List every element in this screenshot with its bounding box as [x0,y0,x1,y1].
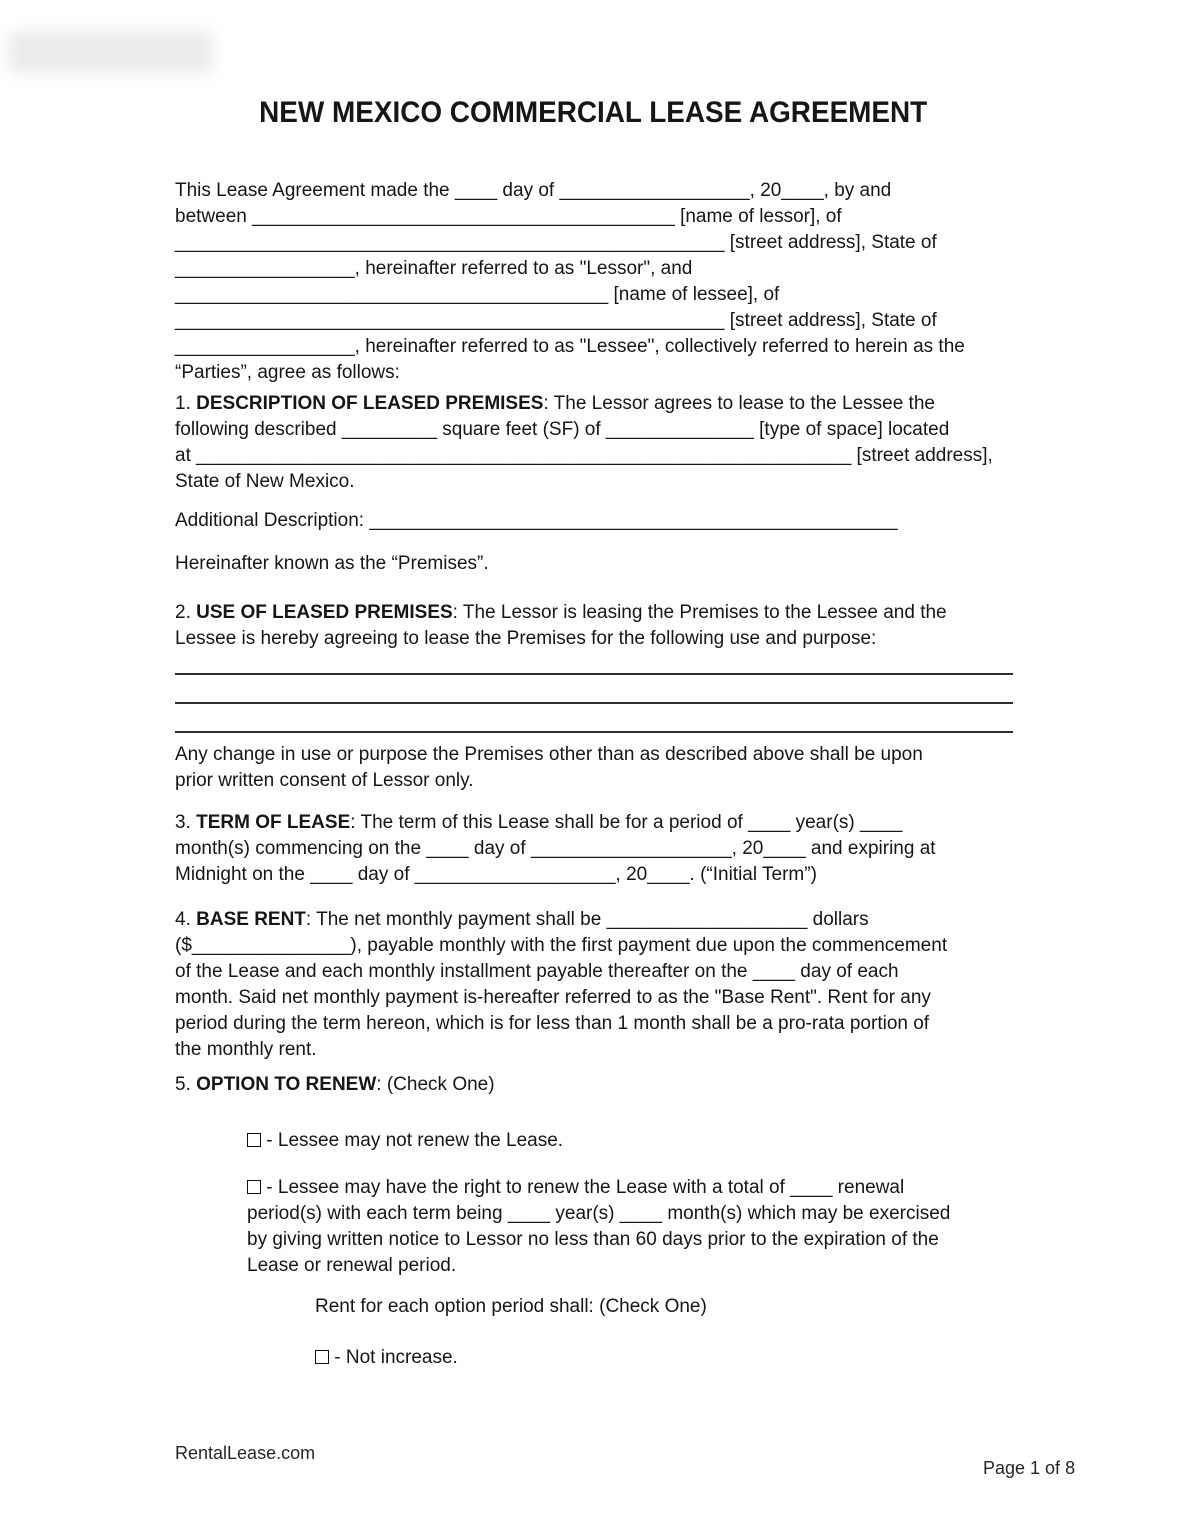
use-change [175,742,923,794]
premises-known [175,551,489,577]
text-line [175,836,936,862]
text-run: ____________________________________________________ [street address], State of [175,232,937,253]
footer-site-name: RentalLease.com [175,1443,316,1463]
text-line [175,551,489,577]
text-run: : The Lessor agrees to lease to the Lessee the [543,393,935,414]
text-line [175,417,993,443]
text-line [175,230,965,256]
checkbox-icon[interactable] [247,1180,261,1194]
text-run: : The term of this Lease shall be for a period of ____ year(s) ____ [350,812,903,833]
text-line [175,768,923,794]
text-run: Rent for each option period shall: (Check One) [315,1296,707,1317]
text-run: _________________, hereinafter referred to as "Lessee", collectively referred to herein as the [175,336,965,357]
document-title [0,96,1187,130]
section-heading: TERM OF LEASE [196,812,351,833]
text-run: “Parties”, agree as follows: [175,362,400,383]
sec1-description [175,391,993,495]
text-run: 1. [175,393,197,414]
text-run: period during the term hereon, which is for less than 1 month shall be a pro-rata portion of [175,1013,930,1034]
text-line [175,1072,495,1098]
text-line [175,391,993,417]
text-line [175,862,936,888]
text-line [175,282,965,308]
section-heading: BASE RENT [196,909,306,930]
text-line [315,1294,707,1320]
sec2-use [175,600,947,652]
text-line [175,1037,947,1063]
option-no-renew [247,1128,563,1154]
text-run: Additional Description: __________________________________________________ [175,510,898,531]
text-run: month(s) commencing on the ____ day of ___________________, 20____ and expiring at [175,838,936,859]
text-run: following described _________ square feet (SF) of ______________ [type of space] located [175,419,950,440]
text-line [315,1345,458,1371]
text-line [247,1128,563,1154]
text-run: - Lessee may not renew the Lease. [261,1130,564,1151]
text-run: 5. [175,1074,197,1095]
additional-description [175,508,898,534]
text-run: period(s) with each term being ____ year(s) ____ month(s) which may be exercised [247,1203,951,1224]
option-not-increase [315,1345,458,1371]
text-run: prior written consent of Lessor only. [175,770,474,791]
text-run: _________________, hereinafter referred to as "Lessor", and [175,258,693,279]
text-line [175,508,898,534]
text-run: _________________________________________ [name of lessee], of [175,284,780,305]
text-line [175,308,965,334]
section-heading: DESCRIPTION OF LEASED PREMISES [196,393,544,414]
text-run: Hereinafter known as the “Premises”. [175,553,489,574]
document-title-text: NEW MEXICO COMMERCIAL LEASE AGREEMENT [259,96,928,129]
sec3-term [175,810,936,888]
text-run: between ________________________________________ [name of lessor], of [175,206,842,227]
blank-write-in-line [175,675,1013,704]
text-line [175,933,947,959]
section-heading: USE OF LEASED PREMISES [196,602,453,623]
text-run: - Lessee may have the right to renew the Lease with a total of ____ renewal [261,1177,905,1198]
text-line [175,360,965,386]
sec4-base-rent [175,907,947,1063]
text-run: 3. [175,812,197,833]
text-line [247,1175,950,1201]
text-run: the monthly rent. [175,1039,317,1060]
sec5-option-to-renew [175,1072,495,1098]
text-run: Lessee is hereby agreeing to lease the Premises for the following use and purpose: [175,628,877,649]
text-line [247,1201,950,1227]
text-line [175,334,965,360]
text-run: : (Check One) [376,1074,495,1095]
text-line [175,178,965,204]
text-run: This Lease Agreement made the ____ day of __________________, 20____, by and [175,180,892,201]
text-line [247,1253,950,1279]
text-run: State of New Mexico. [175,471,355,492]
blank-write-in-line [175,646,1013,675]
text-line [175,256,965,282]
footer-page-number: Page 1 of 8 [983,1458,1076,1478]
rent-option-label [315,1294,707,1320]
blank-write-in-line [175,704,1013,733]
text-line [247,1227,950,1253]
intro [175,178,965,386]
text-run: : The net monthly payment shall be ___________________ dollars [305,909,869,930]
text-run: ____________________________________________________ [street address], State of [175,310,937,331]
text-run: 2. [175,602,197,623]
text-line [175,469,993,495]
text-line [175,204,965,230]
text-line [175,1011,947,1037]
text-run: - Not increase. [329,1347,458,1368]
use-blank-lines [175,646,1013,733]
text-run: Midnight on the ____ day of ___________________, 20____. (“Initial Term”) [175,864,817,885]
text-line [175,810,936,836]
text-run: ($_______________), payable monthly with the first payment due upon the commencement [175,935,948,956]
checkbox-icon[interactable] [315,1350,329,1364]
text-line [175,600,947,626]
text-run: month. Said net monthly payment is-hereafter referred to as the "Base Rent". Rent for any [175,987,931,1008]
text-run: of the Lease and each monthly installment payable thereafter on the ____ day of each [175,961,899,982]
scan-artifact [8,30,213,74]
text-line [175,443,993,469]
text-run: by giving written notice to Lessor no less than 60 days prior to the expiration of the [247,1229,939,1250]
section-heading: OPTION TO RENEW [196,1074,377,1095]
option-may-renew [247,1175,950,1279]
checkbox-icon[interactable] [247,1133,261,1147]
text-run: Lease or renewal period. [247,1255,457,1276]
text-line [175,959,947,985]
text-line [175,985,947,1011]
text-line [175,742,923,768]
text-run: Any change in use or purpose the Premises other than as described above shall be upon [175,744,923,765]
text-run: 4. [175,909,197,930]
text-run: at ______________________________________________________________ [street address], [175,445,993,466]
text-line [175,907,947,933]
text-run: : The Lessor is leasing the Premises to the Lessee and the [452,602,947,623]
